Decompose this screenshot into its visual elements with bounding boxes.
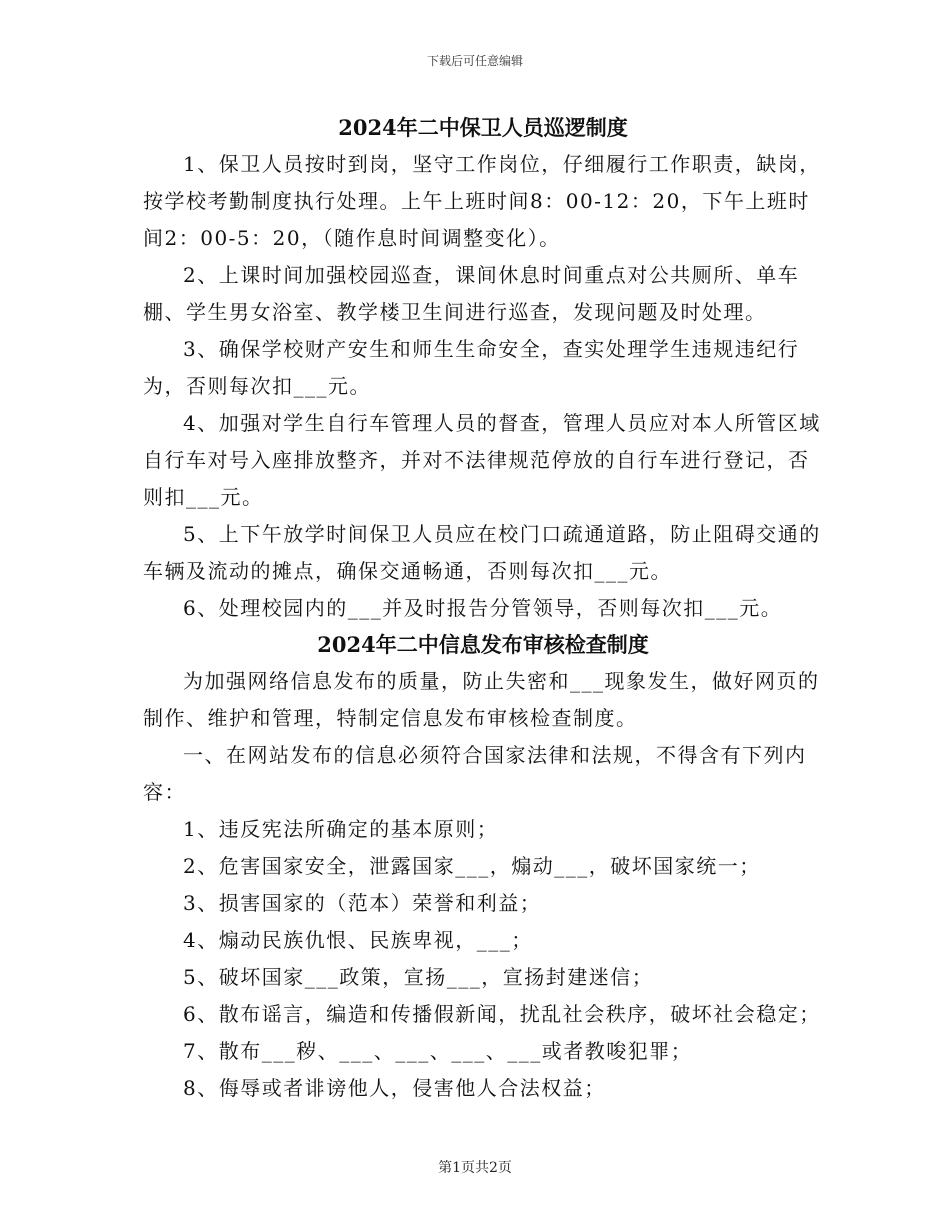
section2-item-7: 7、散布___秽、___、___、___、___或者教唆犯罪； — [183, 1039, 693, 1063]
page-header-note: 下载后可任意编辑 — [426, 54, 523, 68]
page-footer-number: 第1页共2页 — [438, 1160, 512, 1176]
section2-item-3: 3、损害国家的（范本）荣誉和利益； — [183, 891, 542, 915]
document-body — [143, 110, 823, 1107]
section2-title: 2024年二中信息发布审核检查制度 — [317, 632, 649, 657]
section2-item-2: 2、危害国家安全，泄露国家___，煽动___，破坏国家统一； — [183, 854, 761, 878]
section1-para-6: 6、处理校园内的___并及时报告分管领导，否则每次扣___元。 — [183, 596, 783, 620]
section2-item-1: 1、违反宪法所确定的基本原则； — [183, 817, 499, 841]
section2-item-4: 4、煽动民族仇恨、民族卑视，___； — [183, 928, 533, 952]
section2-item-6: 6、散布谣言，编造和传播假新闻，扰乱社会秩序，破坏社会稳定； — [183, 1002, 821, 1026]
section1-para-5: 5、上下午放学时间保卫人员应在校门口疏通道路，防止阻碍交通的车辆及流动的摊点，确保交通畅通，否则每次扣___元。 — [143, 522, 821, 583]
section2-item-5: 5、破坏国家___政策，宣扬___，宣扬封建迷信； — [183, 965, 654, 989]
section1-para-1: 1、保卫人员按时到岗，坚守工作岗位，仔细履行工作职责，缺岗，按学校考勤制度执行处理。上午上班时间8：00-12：20，下午上班时间2：00-5：20，（随作息时间调整变化）。 — [143, 152, 821, 250]
section2-intro: 为加强网络信息发布的质量，防止失密和___现象发生，做好网页的制作、维护和管理，特制定信息发布审核检查制度。 — [143, 669, 820, 730]
section1-title: 2024年二中保卫人员巡逻制度 — [338, 115, 628, 140]
section1-para-4: 4、加强对学生自行车管理人员的督查，管理人员应对本人所管区域自行车对号入座排放整齐，并对不法律规范停放的自行车进行登记，否则扣___元。 — [143, 411, 821, 509]
section1-para-3: 3、确保学校财产安生和师生生命安全，查实处理学生违规违纪行为，否则每次扣___元。 — [143, 337, 800, 398]
section1-para-2: 2、上课时间加强校园巡查，课间休息时间重点对公共厕所、单车棚、学生男女浴室、教学楼卫生间进行巡查，发现问题及时处理。 — [143, 263, 800, 324]
section2-item-8: 8、侮辱或者诽谤他人，侵害他人合法权益； — [183, 1076, 606, 1100]
section2-clause-1: 一、在网站发布的信息必须符合国家法律和法规，不得含有下列内容： — [143, 743, 807, 804]
